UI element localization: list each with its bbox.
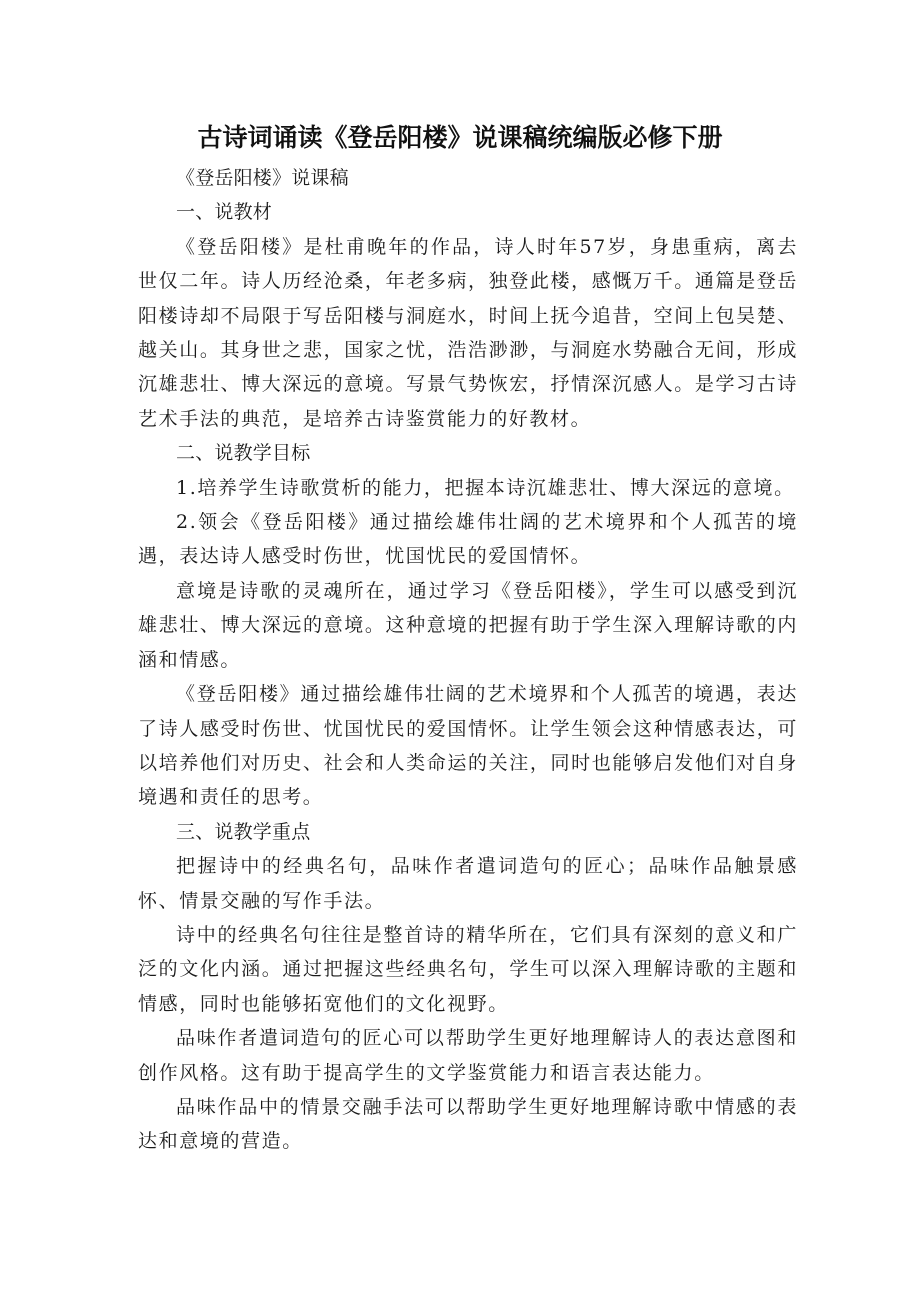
section-heading-goals: 二、说教学目标	[176, 442, 311, 465]
section-heading-textbook: 一、说教材	[176, 201, 273, 224]
body-paragraph: 品味作者遣词造句的匠心可以帮助学生更好地理解诗人的表达意图和创作风格。这有助于提高学生的文学鉴赏能力和语言表达能力。	[138, 1027, 798, 1084]
document-title: 古诗词诵读《登岳阳楼》说课稿统编版必修下册	[197, 123, 723, 152]
body-paragraph: 品味作品中的情景交融手法可以帮助学生更好地理解诗歌中情感的表达和意境的营造。	[138, 1095, 798, 1153]
subtitle-paragraph: 《登岳阳楼》说课稿	[176, 167, 349, 189]
body-paragraph: 把握诗中的经典名句，品味作者遣词造句的匠心；品味作品触景感怀、情景交融的写作手法。	[138, 855, 798, 912]
section-heading-key-points: 三、说教学重点	[176, 820, 311, 843]
goal-item-1: 1.培养学生诗歌赏析的能力，把握本诗沉雄悲壮、博大深远的意境。	[176, 476, 795, 499]
body-paragraph: 《登岳阳楼》通过描绘雄伟壮阔的艺术境界和个人孤苦的境遇，表达了诗人感受时伤世、忧国忧民的爱国情怀。让学生领会这种情感表达，可以培养他们对历史、社会和人类命运的关注，同时也能够启发他们对自身境遇和责任的思考。	[138, 683, 798, 809]
body-paragraph: 《登岳阳楼》是杜甫晚年的作品，诗人时年57岁，身患重病，离去世仅二年。诗人历经沧桑，年老多病，独登此楼，感慨万千。通篇是登岳阳楼诗却不局限于写岳阳楼与洞庭水，时间上抚今追昔，空间上包吴楚、越关山。其身世之悲，国家之忧，浩浩渺渺，与洞庭水势融合无间，形成沉雄悲壮、博大深远的意境。写景气势恢宏，抒情深沉感人。是学习古诗艺术手法的典范，是培养古诗鉴赏能力的好教材。	[138, 235, 798, 430]
body-paragraph: 诗中的经典名句往往是整首诗的精华所在，它们具有深刻的意义和广泛的文化内涵。通过把握这些经典名句，学生可以深入理解诗歌的主题和情感，同时也能够拓宽他们的文化视野。	[138, 923, 798, 1015]
document-body	[138, 161, 798, 1159]
body-paragraph: 意境是诗歌的灵魂所在，通过学习《登岳阳楼》，学生可以感受到沉雄悲壮、博大深远的意境。这种意境的把握有助于学生深入理解诗歌的内涵和情感。	[138, 579, 798, 671]
goal-item-2: 2.领会《登岳阳楼》通过描绘雄伟壮阔的艺术境界和个人孤苦的境遇，表达诗人感受时伤世，忧国忧民的爱国情怀。	[138, 511, 798, 568]
